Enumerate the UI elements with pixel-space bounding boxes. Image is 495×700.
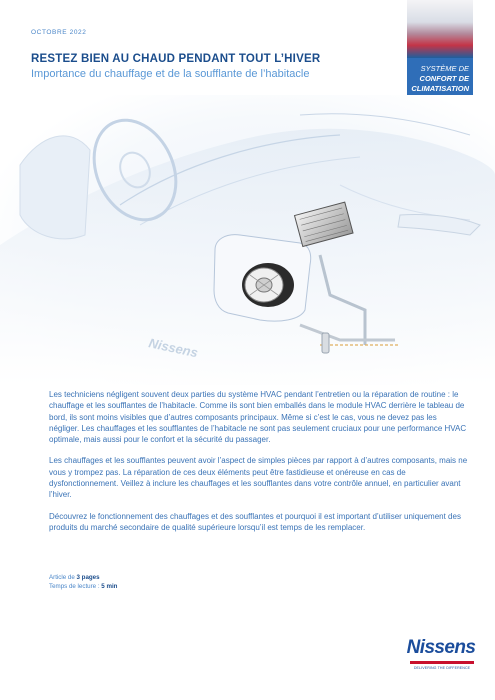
paragraph-2: Les chauffages et les soufflantes peuvent avoir l’aspect de simples pièces par rapport à d’autres composants, mais ne vous y trompez pas. La réparation de ces deux éléments peut être fastidieuse et onéreuse en cas de dysfonctionnement. Veillez à inclure les chauffages et les soufflantes dans votre contrôle annuel, en particulier avant l’hiver.	[49, 456, 468, 500]
receiver-dryer	[322, 333, 329, 353]
ribbon-line-3: CLIMATISATION	[411, 84, 469, 93]
article-length-label: Article de	[49, 574, 77, 581]
car-side-logo: Nissens	[147, 335, 200, 361]
reading-time-value: 5 min	[101, 582, 118, 590]
logo-tagline: DELIVERING THE DIFFERENCE	[413, 666, 471, 670]
seat-shape	[20, 136, 90, 239]
ribbon-line-2-3	[407, 74, 469, 94]
ribbon-gradient	[407, 0, 473, 58]
reading-time-label: Temps de lecture :	[49, 582, 102, 590]
article-meta	[49, 574, 117, 591]
page-subtitle: Importance du chauffage et de la soufflante de l’habitacle	[31, 68, 310, 80]
blower-fan	[242, 263, 294, 307]
ribbon-line-2: CONFORT DE	[419, 74, 469, 83]
page-title: RESTEZ BIEN AU CHAUD PENDANT TOUT L’HIVER	[31, 53, 321, 65]
hvac-car-illustration	[0, 95, 495, 385]
category-ribbon	[407, 0, 473, 103]
ribbon-line-1: SYSTÈME DE	[420, 64, 469, 73]
article-length-value: 3 pages	[76, 574, 100, 581]
paragraph-3: Découvrez le fonctionnement des chauffages et des soufflantes et pourquoi il est important d’utiliser uniquement des produits du marché secondaire de qualité supérieure lorsqu’il est temps de les remplacer.	[49, 511, 461, 532]
logo-wordmark: Nissens	[406, 637, 476, 658]
nissens-logo	[404, 637, 478, 677]
article-length	[49, 574, 117, 583]
publication-date: OCTOBRE 2022	[31, 29, 87, 36]
logo-red-bar	[410, 661, 474, 664]
article-body	[49, 389, 469, 543]
paragraph-1: Les techniciens négligent souvent deux parties du système HVAC pendant l’entretien ou la réparation de routine : le chauffage et les soufflantes de l’habitacle. Comme ils sont bien emballés dans le module HVAC derrière le tableau de bord, ils sont moins visibles que d’autres composants principaux. Même si c’est le cas, vous ne devez pas les négliger. Les chauffages et les soufflantes de l’habitacle ne sont pas seulement cruciaux pour une performance HVAC optimale, mais aussi pour le confort et la sécurité du passager.	[49, 390, 467, 445]
reading-time	[49, 583, 117, 592]
